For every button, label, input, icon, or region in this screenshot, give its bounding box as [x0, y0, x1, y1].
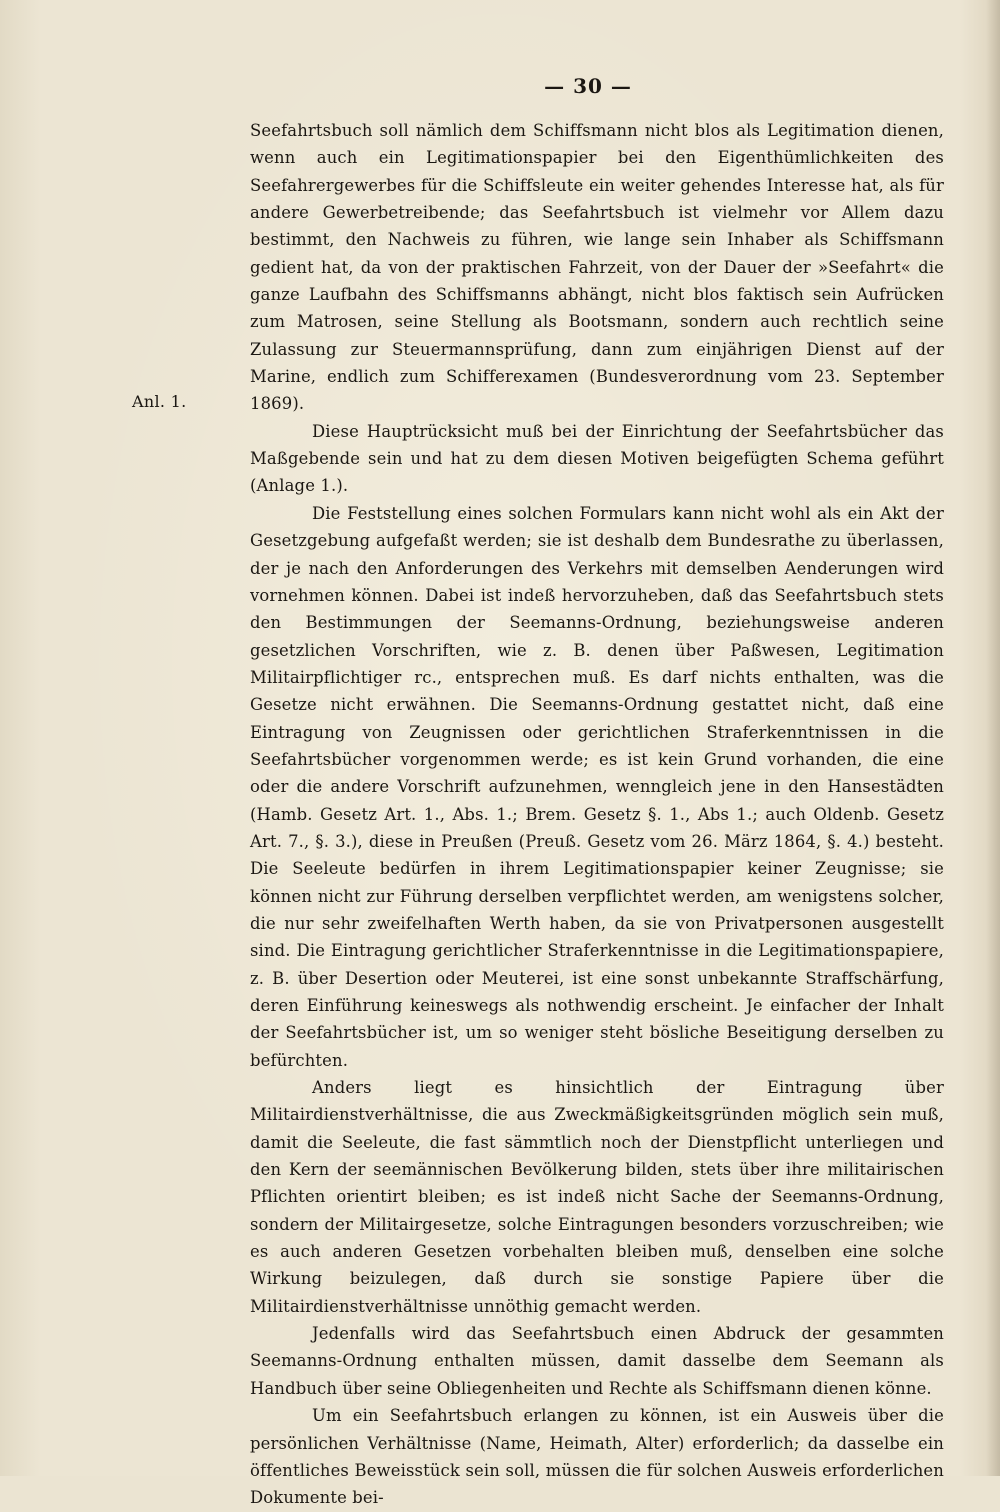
margin-note-annex: Anl. 1. [132, 392, 187, 411]
paragraph-1: Seefahrtsbuch soll nämlich dem Schiffsmann nicht blos als Legitimation dienen, wenn auch ein Legitimationspapier bei den Eigenthümlichkeiten des Seefahrergewerbes für die Schiffsleute ein weiter gehendes Interesse hat, als für andere Gewerbetreibende; das Seefahrtsbuch ist vielmehr vor Allem dazu bestimmt, den Nachweis zu führen, wie lange sein Inhaber als Schiffsmann gedient hat, da von der praktischen Fahrzeit, von der Dauer der »Seefahrt« die ganze Laufbahn des Schiffsmanns abhängt, nicht blos faktisch sein Aufrücken zum Matrosen, seine Stellung als Bootsmann, sondern auch rechtlich seine Zulassung zur Steuermannsprüfung, dann zum einjährigen Dienst auf der Marine, endlich zum Schifferexamen (Bundesverordnung vom 23. September 1869). [250, 121, 944, 414]
page-edge-shadow [986, 0, 1000, 1476]
paragraph-2: Diese Hauptrücksicht muß bei der Einrichtung der Seefahrtsbücher das Maßgebende sein und hat zu dem diesen Motiven beigefügten Schema geführt (Anlage 1.). [250, 421, 944, 496]
paragraph-6: Um ein Seefahrtsbuch erlangen zu können, ist ein Ausweis über die persönlichen Verhältnisse (Name, Heimath, Alter) erforderlich; da dasselbe ein öffentliches Beweisstück sein soll, müssen die für solchen Ausweis erforderlichen Dokumente bei- [250, 1406, 944, 1508]
paragraph-5: Jedenfalls wird das Seefahrtsbuch einen Abdruck der gesammten Seemanns-Ordnung enthalten müssen, damit dasselbe dem Seemann als Handbuch über seine Obliegenheiten und Rechte als Schiffsmann dienen könne. [250, 1324, 944, 1398]
paragraph-4: Anders liegt es hinsichtlich der Eintragung über Militairdienstverhältnisse, die aus Zweckmäßigkeitsgründen möglich sein muß, damit die Seeleute, die fast sämmtlich noch der Dienstpflicht unterliegen und den Kern der seemännischen Bevölkerung bilden, stets über ihre militairischen Pflichten orientirt bleiben; es ist indeß nicht Sache der Seemanns-Ordnung, sondern der Militairgesetze, solche Eintragungen besonders vorzuschreiben; wie es auch anderen Gesetzen vorbehalten bleiben muß, denselben eine solche Wirkung beizulegen, daß durch sie sonstige Papiere über die Militairdienstverhältnisse unnöthig gemacht werden. [250, 1078, 944, 1316]
paragraph-3: Die Feststellung eines solchen Formulars kann nicht wohl als ein Akt der Gesetzgebung aufgefaßt werden; sie ist deshalb dem Bundesrathe zu überlassen, der je nach den Anforderungen des Verkehrs mit demselben Aenderungen wird vornehmen können. Dabei ist indeß hervorzuheben, daß das Seefahrtsbuch stets den Bestimmungen der Seemanns-Ordnung, beziehungsweise anderen gesetzlichen Vorschriften, wie z. B. denen über Paßwesen, Legitimation Militairpflichtiger rc., entsprechen muß. Es darf nichts enthalten, was die Gesetze nicht erwähnen. Die Seemanns-Ordnung gestattet nicht, daß eine Eintragung von Zeugnissen oder gerichtlichen Straferkenntnissen in die Seefahrtsbücher vorgenommen werde; es ist kein Grund vorhanden, die eine oder die andere Vorschrift aufzunehmen, wenngleich jene in den Hansestädten (Hamb. Gesetz Art. 1., Abs. 1.; Brem. Gesetz §. 1., Abs 1.; auch Oldenb. Gesetz Art. 7., §. 3.), diese in Preußen (Preuß. Gesetz vom 26. März 1864, §. 4.) besteht. Die Seeleute bedürfen in ihrem Legitimationspapier keiner Zeugnisse; sie können nicht zur Führung derselben verpflichtet werden, am wenigstens solcher, die nur sehr zweifelhaften Werth haben, da sie von Privatpersonen ausgestellt sind. Die Eintragung gerichtlicher Straferkenntnisse in die Legitimationspapiere, z. B. über Desertion oder Meuterei, ist eine sonst unbekannte Straffschärfung, deren Einführung keineswegs als nothwendig erscheint. Je einfacher der Inhalt der Seefahrtsbücher ist, um so weniger steht bösliche Beseitigung derselben zu befürchten. [250, 503, 944, 1070]
body-text [250, 117, 944, 1512]
page-number: — 30 — [544, 74, 632, 98]
